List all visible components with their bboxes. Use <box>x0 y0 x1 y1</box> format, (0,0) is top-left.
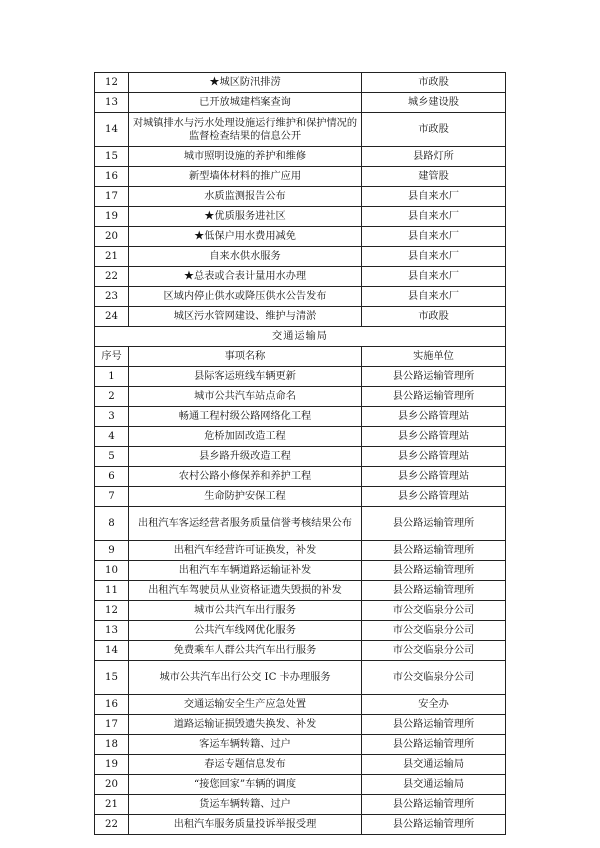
table-row <box>95 167 506 187</box>
table-row <box>95 367 506 387</box>
cell-name: 生命防护安保工程 <box>129 487 362 507</box>
cell-no: 23 <box>95 287 129 307</box>
cell-unit: 县自来水厂 <box>362 267 506 287</box>
cell-name: 出租汽车服务质量投诉举报受理 <box>129 815 362 835</box>
cell-unit: 县公路运输管理所 <box>362 561 506 581</box>
table-row <box>95 641 506 661</box>
table-row <box>95 407 506 427</box>
cell-name: 公共汽车线网优化服务 <box>129 621 362 641</box>
cell-name: 县乡路升级改造工程 <box>129 447 362 467</box>
cell-no: 20 <box>95 775 129 795</box>
cell-unit: 县公路运输管理所 <box>362 735 506 755</box>
cell-no: 1 <box>95 367 129 387</box>
header-name: 事项名称 <box>129 347 362 367</box>
cell-unit: 县交通运输局 <box>362 775 506 795</box>
cell-unit: 市政股 <box>362 113 506 147</box>
cell-name: 免费乘车人群公共汽车出行服务 <box>129 641 362 661</box>
table-row <box>95 387 506 407</box>
cell-no: 17 <box>95 715 129 735</box>
cell-unit: 县乡公路管理站 <box>362 427 506 447</box>
cell-name: 已开放城建档案查询 <box>129 93 362 113</box>
table-row <box>95 93 506 113</box>
cell-no: 10 <box>95 561 129 581</box>
document-page <box>94 72 505 835</box>
table-row <box>95 467 506 487</box>
table-row <box>95 581 506 601</box>
cell-unit: 市公交临泉分公司 <box>362 601 506 621</box>
cell-unit: 县自来水厂 <box>362 247 506 267</box>
header-unit: 实施单位 <box>362 347 506 367</box>
cell-no: 19 <box>95 207 129 227</box>
table-row <box>95 561 506 581</box>
table-row <box>95 207 506 227</box>
cell-unit: 县自来水厂 <box>362 207 506 227</box>
cell-unit: 建管股 <box>362 167 506 187</box>
cell-no: 15 <box>95 661 129 695</box>
cell-name: 城市公共汽车站点命名 <box>129 387 362 407</box>
cell-unit: 市公交临泉分公司 <box>362 661 506 695</box>
cell-no: 21 <box>95 795 129 815</box>
cell-unit: 县公路运输管理所 <box>362 541 506 561</box>
cell-no: 11 <box>95 581 129 601</box>
cell-no: 9 <box>95 541 129 561</box>
cell-no: 13 <box>95 621 129 641</box>
table-row <box>95 227 506 247</box>
cell-no: 16 <box>95 167 129 187</box>
cell-unit: 县交通运输局 <box>362 755 506 775</box>
cell-unit: 县乡公路管理站 <box>362 487 506 507</box>
cell-name: 城市照明设施的养护和维修 <box>129 147 362 167</box>
cell-no: 12 <box>95 73 129 93</box>
cell-no: 16 <box>95 695 129 715</box>
cell-unit: 县公路运输管理所 <box>362 507 506 541</box>
cell-unit: 县乡公路管理站 <box>362 407 506 427</box>
header-row <box>95 347 506 367</box>
cell-unit: 县自来水厂 <box>362 187 506 207</box>
table-row <box>95 795 506 815</box>
table-row <box>95 267 506 287</box>
cell-name: 交通运输安全生产应急处置 <box>129 695 362 715</box>
cell-name: 出租汽车经营许可证换发，补发 <box>129 541 362 561</box>
cell-unit: 市政股 <box>362 307 506 327</box>
cell-unit: 县公路运输管理所 <box>362 581 506 601</box>
table-row <box>95 307 506 327</box>
table-row <box>95 187 506 207</box>
cell-unit: 城乡建设股 <box>362 93 506 113</box>
table-row <box>95 661 506 695</box>
cell-no: 7 <box>95 487 129 507</box>
cell-no: 18 <box>95 735 129 755</box>
cell-name: 危桥加固改造工程 <box>129 427 362 447</box>
cell-unit: 市公交临泉分公司 <box>362 621 506 641</box>
cell-name: 县际客运班线车辆更新 <box>129 367 362 387</box>
cell-name: 出租汽车驾驶员从业资格证遗失毁损的补发 <box>129 581 362 601</box>
cell-name: 对城镇排水与污水处理设施运行维护和保护情况的监督检查结果的信息公开 <box>129 113 362 147</box>
table-row <box>95 815 506 835</box>
cell-name: ★低保户用水费用减免 <box>129 227 362 247</box>
cell-no: 24 <box>95 307 129 327</box>
cell-name: 农村公路小修保养和养护工程 <box>129 467 362 487</box>
table-row <box>95 73 506 93</box>
service-items-table <box>94 72 506 835</box>
table-row <box>95 487 506 507</box>
table-row <box>95 695 506 715</box>
table-row <box>95 541 506 561</box>
cell-unit: 县公路运输管理所 <box>362 367 506 387</box>
cell-name: 自来水供水服务 <box>129 247 362 267</box>
cell-no: 12 <box>95 601 129 621</box>
cell-no: 15 <box>95 147 129 167</box>
cell-unit: 县公路运输管理所 <box>362 715 506 735</box>
table-row <box>95 147 506 167</box>
cell-no: 21 <box>95 247 129 267</box>
cell-no: 20 <box>95 227 129 247</box>
cell-no: 22 <box>95 267 129 287</box>
section-title: 交通运输局 <box>95 327 506 347</box>
cell-unit: 县乡公路管理站 <box>362 467 506 487</box>
cell-no: 2 <box>95 387 129 407</box>
cell-name: ★总表或合表计量用水办理 <box>129 267 362 287</box>
table-row <box>95 447 506 467</box>
cell-name: 畅通工程村级公路网络化工程 <box>129 407 362 427</box>
cell-unit: 县自来水厂 <box>362 287 506 307</box>
table-section-transport <box>95 327 506 367</box>
cell-name: 出租汽车车辆道路运输证补发 <box>129 561 362 581</box>
cell-no: 5 <box>95 447 129 467</box>
cell-unit: 县公路运输管理所 <box>362 815 506 835</box>
cell-name: 出租汽车客运经营者服务质量信誉考核结果公布 <box>129 507 362 541</box>
cell-name: 春运专题信息发布 <box>129 755 362 775</box>
table-row <box>95 427 506 447</box>
cell-name: 道路运输证损毁遗失换发、补发 <box>129 715 362 735</box>
cell-unit: 县乡公路管理站 <box>362 447 506 467</box>
table-row <box>95 113 506 147</box>
cell-name: 城区污水管网建设、维护与清淤 <box>129 307 362 327</box>
table-row <box>95 621 506 641</box>
cell-no: 8 <box>95 507 129 541</box>
header-no: 序号 <box>95 347 129 367</box>
table-part-transport <box>95 367 506 835</box>
table-row <box>95 601 506 621</box>
cell-name: 区域内停止供水或降压供水公告发布 <box>129 287 362 307</box>
cell-no: 17 <box>95 187 129 207</box>
table-row <box>95 715 506 735</box>
section-title-row <box>95 327 506 347</box>
cell-name: 新型墙体材料的推广应用 <box>129 167 362 187</box>
cell-unit: 县公路运输管理所 <box>362 795 506 815</box>
cell-unit: 县公路运输管理所 <box>362 387 506 407</box>
cell-name: 水质监测报告公布 <box>129 187 362 207</box>
cell-unit: 市政股 <box>362 73 506 93</box>
cell-no: 4 <box>95 427 129 447</box>
table-row <box>95 755 506 775</box>
cell-no: 22 <box>95 815 129 835</box>
cell-unit: 市公交临泉分公司 <box>362 641 506 661</box>
cell-no: 6 <box>95 467 129 487</box>
table-row <box>95 287 506 307</box>
table-part-urban-construction <box>95 73 506 327</box>
table-row <box>95 507 506 541</box>
cell-name: 城市公共汽车出行公交 IC 卡办理服务 <box>129 661 362 695</box>
cell-name: 货运车辆转籍、过户 <box>129 795 362 815</box>
cell-name: ★城区防汛排涝 <box>129 73 362 93</box>
cell-unit: 县自来水厂 <box>362 227 506 247</box>
cell-no: 3 <box>95 407 129 427</box>
cell-name: 客运车辆转籍、过户 <box>129 735 362 755</box>
cell-unit: 安全办 <box>362 695 506 715</box>
cell-unit: 县路灯所 <box>362 147 506 167</box>
cell-no: 14 <box>95 641 129 661</box>
table-row <box>95 775 506 795</box>
table-row <box>95 247 506 267</box>
cell-name: ★优质服务进社区 <box>129 207 362 227</box>
cell-no: 19 <box>95 755 129 775</box>
cell-no: 13 <box>95 93 129 113</box>
cell-name: 城市公共汽车出行服务 <box>129 601 362 621</box>
table-row <box>95 735 506 755</box>
cell-no: 14 <box>95 113 129 147</box>
cell-name: “接您回家”车辆的调度 <box>129 775 362 795</box>
